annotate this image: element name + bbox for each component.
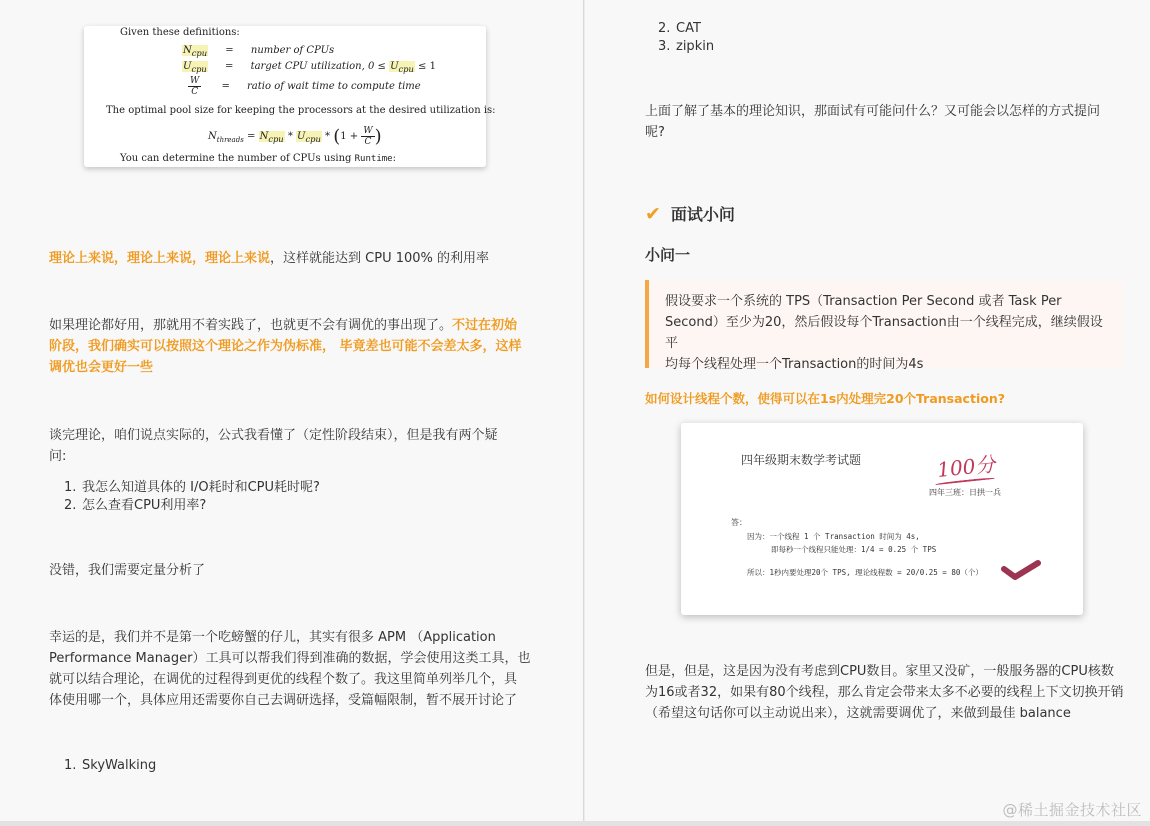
quote-line: 假设要求一个系统的 TPS（Transaction Per Second 或者 Task Per bbox=[665, 294, 1062, 309]
checkmark-icon bbox=[1001, 559, 1041, 581]
paragraph-apm: 幸运的是，我们并不是第一个吃螃蟹的仔儿，其实有很多 APM （Application Performance Manager）工具可以帮我们得到准确的数据，学会使用这类工具，也 就可以结合理论，在调优的过程得到更优的线程个数了。我这里简单列举几个，具 体使用哪一个，具体应用还需要你自己去调研选择，受篇幅限制，暂不展开讨论了 bbox=[49, 630, 531, 708]
paragraph-quantitative: 没错，我们需要定量分析了 bbox=[49, 563, 206, 578]
list-item: 2. CAT bbox=[658, 21, 701, 36]
formula-equation: $N_{threads} = N_{cpu} * U_{cpu} * (1$ + $\frac{W}{C}$ ) bbox=[208, 126, 382, 147]
question-list bbox=[64, 479, 320, 515]
tool-list-start bbox=[64, 757, 156, 775]
answer-sheet-image bbox=[681, 423, 1083, 615]
answer-label: 答： bbox=[731, 518, 747, 527]
formula-def-ncpu: $N_{cpu}$ = number of CPUs bbox=[183, 45, 335, 58]
watermark: @稀土掘金技术社区 bbox=[1002, 801, 1142, 819]
formula-def-ucpu: $U_{cpu}$ = target CPU utilization, $0 \le U_{cpu} \le 1$ bbox=[183, 61, 436, 74]
section-title: ✔ 面试小问 bbox=[645, 203, 735, 225]
paragraph-cpu-cores: 但是，但是，这是因为没有考虑到CPU数目。家里又没矿，一般服务器的CPU核数 为16或者32，如果有80个线程，那么肯定会带来太多不必要的线程上下文切换开销 （希望这句话你可以主动说出来），这就需要调优了，来做到最佳 balance bbox=[645, 664, 1124, 721]
exam-title: 四年级期末数学考试题 bbox=[741, 453, 862, 467]
score-mark: 100分 bbox=[936, 452, 997, 482]
quote-line: 均每个线程处理一个Transaction的时间为4s bbox=[665, 357, 924, 372]
check-icon: ✔ bbox=[645, 203, 661, 225]
student-name: 四年三班：日拱一兵 bbox=[929, 488, 1001, 497]
reason-line: 因为：一个线程 1 个 Transaction 时间为 4s, bbox=[747, 532, 920, 541]
subsection-title: 小问一 bbox=[645, 246, 691, 264]
quote-line: Second）至少为20，然后假设每个Transaction由一个线程完成，继续假设平 bbox=[665, 315, 1103, 351]
interview-question: 如何设计线程个数，使得可以在1s内处理完20个Transaction? bbox=[645, 391, 1005, 406]
list-item: 1. 我怎么知道具体的 I/O耗时和CPU耗时呢? bbox=[64, 480, 320, 495]
horizontal-scrollbar[interactable] bbox=[0, 821, 1150, 826]
tool-list-continued bbox=[658, 20, 714, 56]
paragraph-theory: 理论上来说，理论上来说，理论上来说，这样就能达到 CPU 100% 的利用率 bbox=[49, 251, 490, 266]
reason-line: 即每秒一个线程只能处理：1/4 = 0.25 个 TPS bbox=[771, 545, 937, 554]
formula-footer: You can determine the number of CPUs using Runtime: bbox=[120, 153, 396, 164]
formula-optimal-text: The optimal pool size for keeping the processors at the desired utilization is: bbox=[106, 105, 496, 116]
paragraph-interview-intro: 上面了解了基本的理论知识，那面试有可能问什么？又可能会以怎样的方式提问 呢? bbox=[645, 104, 1101, 140]
formula-intro: Given these definitions: bbox=[120, 27, 240, 38]
paragraph-practice: 如果理论都好用，那就用不着实践了，也就更不会有调优的事出现了。不过在初始 阶段，我们确实可以按照这个理论之作为伪标准， 毕竟差也可能不会差太多，这样 调优也会更好一些 bbox=[49, 318, 522, 375]
list-item: 1. SkyWalking bbox=[64, 758, 157, 773]
blockquote bbox=[645, 280, 1123, 372]
list-item: 2. 怎么查看CPU利用率? bbox=[64, 498, 207, 513]
paragraph-questions-intro: 谈完理论，咱们说点实际的，公式我看懂了（定性阶段结束），但是我有两个疑 问: bbox=[49, 428, 498, 464]
list-item: 3. zipkin bbox=[658, 39, 715, 54]
conclusion-line: 所以：1秒内要处理20个 TPS, 理论线程数 = 20/0.25 = 80（个） bbox=[747, 568, 983, 577]
formula-def-wc: $\frac{W}{C}$ = ratio of wait time to compute time bbox=[190, 76, 421, 97]
formula-image bbox=[84, 26, 496, 167]
